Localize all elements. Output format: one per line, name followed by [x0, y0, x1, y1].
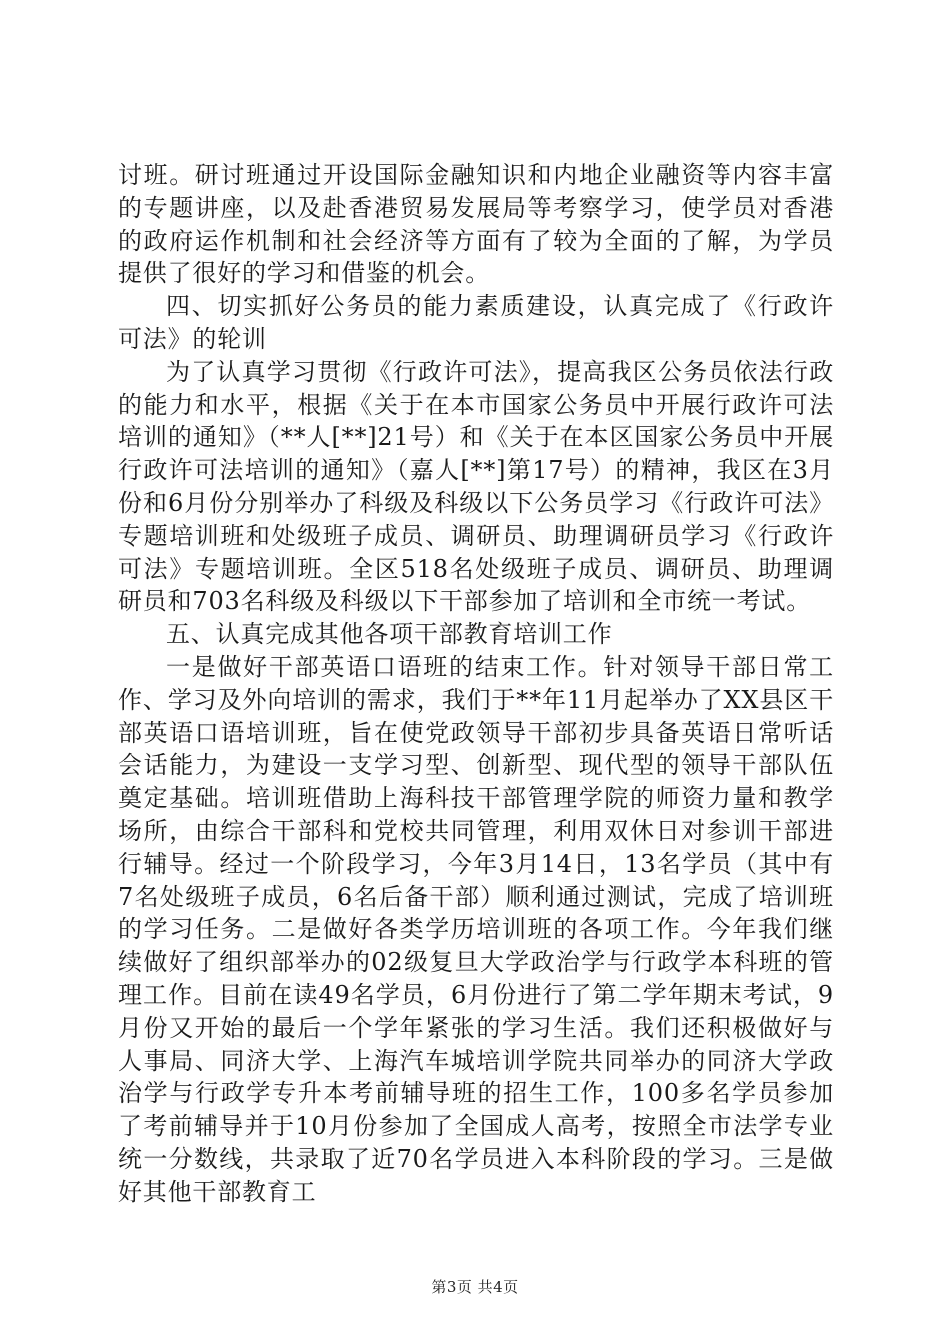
paragraph-admin-license-training: 为了认真学习贯彻《行政许可法》，提高我区公务员依法行政的能力和水平，根据《关于在本市国家公务员中开展行政许可法培训的通知》（**人[**]21号）和《关于在本区国家公务员中开展行政许可法培训的通知》（嘉人[**]第17号）的精神，我区在3月份和6月份分别举办了科级及科级以下公务员学习《行政许可法》专题培训班和处级班子成员、调研员、助理调研员学习《行政许可法》专题培训班。全区518名处级班子成员、调研员、助理调研员和703名科级及科级以下干部参加了培训和全市统一考试。	[118, 357, 834, 616]
paragraph-continuation: 讨班。研讨班通过开设国际金融知识和内地企业融资等内容丰富的专题讲座，以及赴香港贸易发展局等考察学习，使学员对香港的政府运作机制和社会经济等方面有了较为全面的了解，为学员提供了很好的学习和借鉴的机会。	[118, 161, 834, 288]
section-heading-5: 五、认真完成其他各项干部教育培训工作	[166, 620, 613, 649]
section-heading-4: 四、切实抓好公务员的能力素质建设，认真完成了《行政许可法》的轮训	[118, 292, 834, 353]
paragraph-other-training: 一是做好干部英语口语班的结束工作。针对领导干部日常工作、学习及外向培训的需求，我们于**年11月起举办了XX县区干部英语口语培训班，旨在使党政领导干部初步具备英语日常听话会话能力，为建设一支学习型、创新型、现代型的领导干部队伍奠定基础。培训班借助上海科技干部管理学院的师资力量和教学场所，由综合干部科和党校共同管理，利用双休日对参训干部进行辅导。经过一个阶段学习，今年3月14日，13名学员（其中有7名处级班子成员，6名后备干部）顺利通过测试，完成了培训班的学习任务。二是做好各类学历培训班的各项工作。今年我们继续做好了组织部举办的02级复旦大学政治学与行政学本科班的管理工作。目前在读49名学员，6月份进行了第二学年期末考试，9月份又开始的最后一个学年紧张的学习生活。我们还积极做好与人事局、同济大学、上海汽车城培训学院共同举办的同济大学政治学与行政学专升本考前辅导班的招生工作，100多名学员参加了考前辅导并于10月份参加了全国成人高考，按照全市法学专业统一分数线，共录取了近70名学员进入本科阶段的学习。三是做好其他干部教育工	[118, 652, 834, 1206]
document-body	[118, 159, 834, 1209]
page-footer: 第3页 共4页	[431, 1278, 519, 1296]
